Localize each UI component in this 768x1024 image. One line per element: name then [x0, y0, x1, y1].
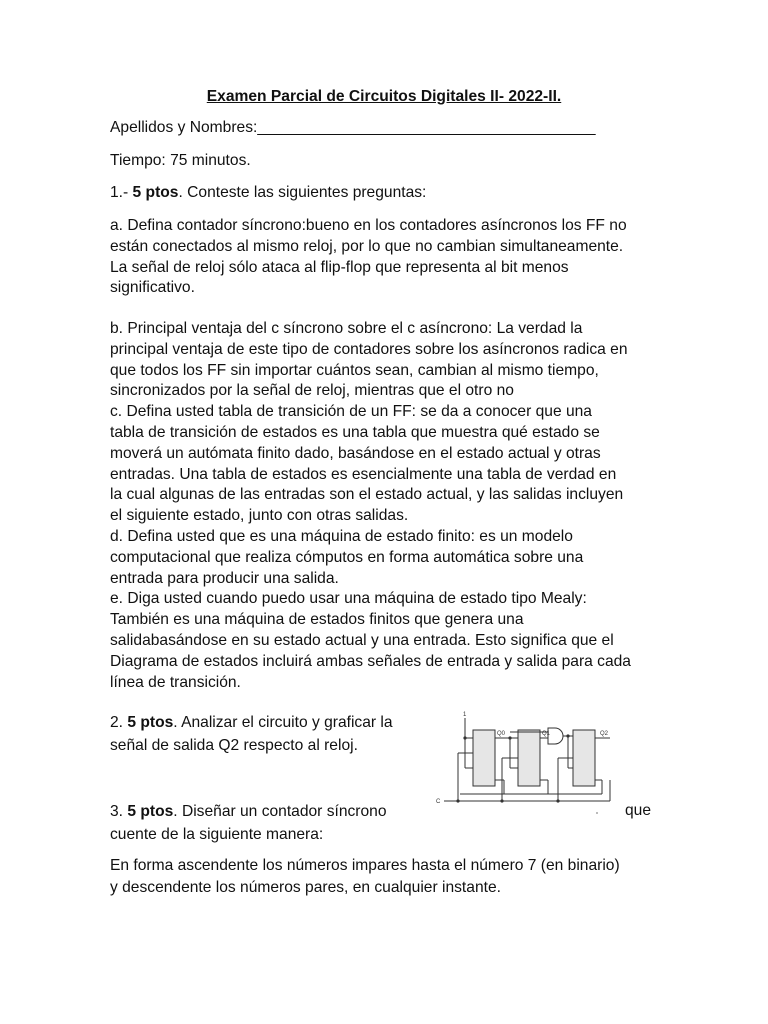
- question-2: [110, 713, 410, 757]
- answer-line: principal ventaja de este tipo de contadores sobre los asíncronos radica en: [110, 340, 628, 358]
- answer-line: Diagrama de estados incluirá ambas señales de entrada y salida para cada: [110, 652, 631, 670]
- question-2-text: . Analizar el circuito y graficar la: [173, 714, 393, 731]
- question-2-line-2: señal de salida Q2 respecto al reloj.: [110, 736, 358, 754]
- answer-a-line: están conectados al mismo reloj, por lo que no cambian simultaneamente.: [110, 237, 624, 255]
- circuit-q1-label: Q1: [542, 731, 551, 737]
- circuit-clock-label: C: [436, 799, 441, 805]
- question-1-points: 5 ptos: [132, 184, 179, 201]
- time-limit: Tiempo: 75 minutos.: [110, 152, 251, 169]
- stray-dot: [596, 812, 598, 814]
- closing-statement: [110, 856, 670, 899]
- answer-line: la cual algunas de las entradas son el estado actual, y las salidas incluyen: [110, 486, 624, 504]
- closing-line: y descendente los números pares, en cualquier instante.: [110, 878, 501, 896]
- answer-a: [110, 216, 670, 299]
- answer-line: línea de transición.: [110, 673, 241, 691]
- answer-line: tabla de transición de estados es una tabla que muestra qué estado se: [110, 423, 600, 441]
- question-1-header: [110, 183, 670, 204]
- answers-b-to-e: [110, 319, 670, 693]
- answer-line: el siguiente estado, junto con otras salidas.: [110, 507, 409, 525]
- question-3-line-2: cuente de la siguiente manera:: [110, 825, 324, 843]
- question-3-text: . Diseñar un contador síncrono: [173, 803, 387, 820]
- circuit-q2-label: Q2: [600, 731, 609, 737]
- answer-line: c. Defina usted tabla de transición de un FF: se da a conocer que una: [110, 403, 592, 421]
- question-3-que: que: [625, 802, 652, 819]
- answer-line: entradas. Una tabla de estados es esencialmente una tabla de verdad en: [110, 465, 617, 483]
- answer-line: e. Diga usted cuando puedo usar una máquina de estado tipo Mealy:: [110, 590, 587, 608]
- question-3: [110, 802, 410, 846]
- closing-line: En forma ascendente los números impares hasta el número 7 (en binario): [110, 857, 620, 874]
- name-line: Apellidos y Nombres:_______________________________________: [110, 119, 596, 136]
- answer-line: sincronizados por la señal de reloj, mientras que el otro no: [110, 382, 514, 400]
- question-2-points: 5 ptos: [127, 714, 174, 731]
- question-2-number: 2.: [110, 714, 124, 731]
- answer-a-line: a. Defina contador síncrono:bueno en los contadores asíncronos los FF no: [110, 217, 627, 234]
- question-3-line: [110, 802, 410, 823]
- answer-a-line: significativo.: [110, 279, 195, 297]
- question-1-number: 1.-: [110, 184, 129, 201]
- question-3-points: 5 ptos: [127, 803, 174, 820]
- question-1-prompt: . Conteste las siguientes preguntas:: [178, 184, 427, 201]
- answer-line: que todos los FF sin importar cuántos sean, cambian al mismo tiempo,: [110, 361, 599, 379]
- answer-a-line: La señal de reloj sólo ataca al flip-flop que representa al bit menos: [110, 258, 569, 276]
- flip-flop-circuit-diagram: [430, 708, 626, 806]
- answer-line: También es una máquina de estados finitos que genera una: [110, 611, 524, 629]
- answer-line: d. Defina usted que es una máquina de estado finito: es un modelo: [110, 527, 573, 545]
- answer-line: computacional que realiza cómputos en forma automática sobre una: [110, 548, 584, 566]
- question-3-number: 3.: [110, 803, 124, 820]
- question-2-line: [110, 713, 410, 734]
- answer-line: moverá un autómata finito dado, basándose en el estado actual y otras: [110, 444, 601, 462]
- exam-title: Examen Parcial de Circuitos Digitales II- 2022-II.: [206, 88, 562, 105]
- circuit-input-label: 1: [463, 712, 467, 718]
- answer-line: salidabasándose en su estado actual y una entrada. Esto significa que el: [110, 631, 614, 649]
- circuit-q0-label: Q0: [497, 731, 506, 737]
- answer-line: b. Principal ventaja del c síncrono sobre el c asíncrono: La verdad la: [110, 320, 583, 337]
- answer-line: entrada para producir una salida.: [110, 569, 339, 587]
